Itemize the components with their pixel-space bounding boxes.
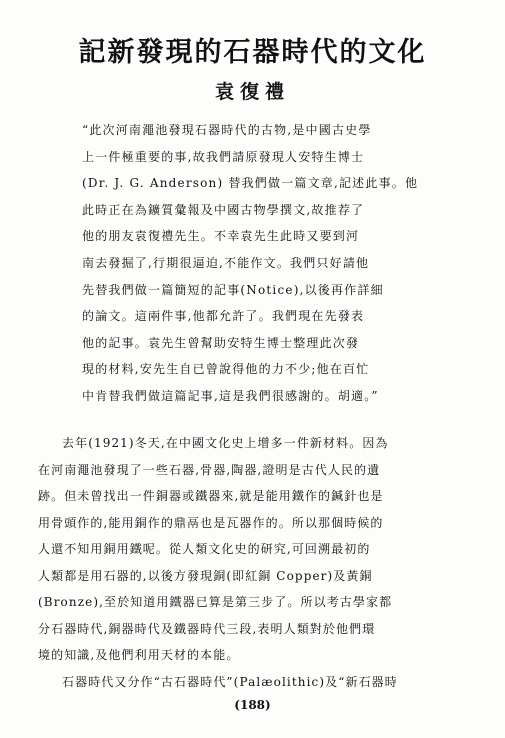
body-line: 人還不知用銅用鐵呢。從人類文化史的研究,可回溯最初的 <box>38 542 371 556</box>
body-line: 在河南澠池發現了一些石器,骨器,陶器,證明是古代人民的遺 <box>38 462 381 477</box>
quote-line: 現的材料,安先生自已曾說得他的力不少;他在百忙 <box>82 362 370 377</box>
quote-line: 中肯替我們做這篇記事,這是我們很感謝的。胡適。” <box>82 388 379 403</box>
body-line: 石器時代又分作“古石器時代”(Palæolithic)及“新石器時 <box>62 674 398 689</box>
quote-line: 此時正在為鑛質彙報及中國古物學撰文,故推荐了 <box>82 202 365 217</box>
body-line: 分石器時代,銅器時代及鐵器時代三段,表明人類對於他們環 <box>38 621 376 636</box>
page-number: (188) <box>234 698 271 712</box>
author-name: 袁復禮 <box>214 81 290 103</box>
quote-line: 他的記事。袁先生曾幫助安特生博士整理此次發 <box>82 335 360 350</box>
quote-line: (Dr. J. G. Anderson) 替我們做一篇文章,記述此事。他 <box>82 176 419 191</box>
quote-line: 南去發掘了,行期很逼迫,不能作文。我們只好請他 <box>82 255 370 270</box>
body-line: 去年(1921)冬天,在中國文化史上增多一件新材料。因為 <box>62 436 389 450</box>
quote-line: 他的朋友袁復禮先生。不幸袁先生此時又要到河 <box>82 229 360 244</box>
quote-line: 的論文。這兩件事,他都允許了。我們現在先發表 <box>82 309 365 324</box>
editor-note <box>82 117 474 410</box>
body-line: 人類都是用石器的,以後方發現銅(即紅銅 Copper)及黃銅 <box>38 568 373 583</box>
body-line: 用骨頭作的,能用銅作的鼎鬲也是瓦器作的。所以那個時候的 <box>38 515 384 530</box>
body-line: (Bronze),至於知道用鐵器已算是第三步了。所以考古學家都 <box>38 595 393 609</box>
quote-line: 先替我們做一篇簡短的記事(Notice),以後再作詳細 <box>82 282 384 297</box>
quote-line: 上一件極重要的事,故我們請原發現人安特生博士 <box>82 149 365 164</box>
article-body <box>38 430 478 695</box>
body-line: 境的知識,及他們利用天材的本能。 <box>38 648 240 662</box>
quote-line: “此次河南澠池發現石器時代的古物,是中國古史學 <box>82 123 372 137</box>
article-title: 記新發現的石器時代的文化 <box>78 37 427 68</box>
body-line: 跡。但未曾找出一件銅器或鐵器來,就是能用鐵作的鍼針也是 <box>38 489 384 503</box>
